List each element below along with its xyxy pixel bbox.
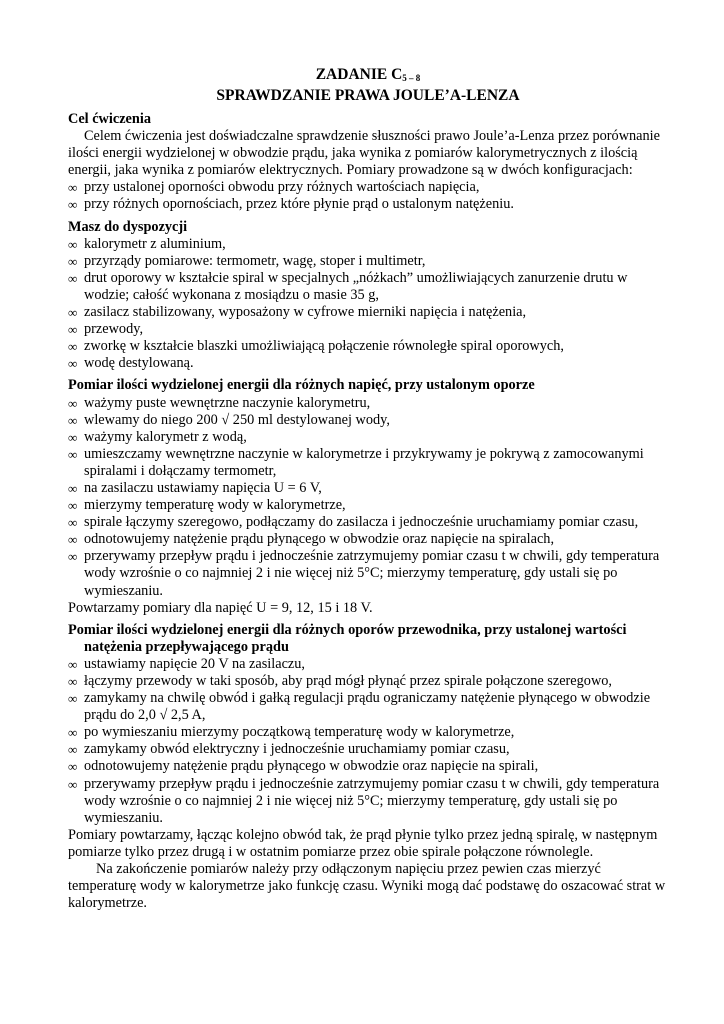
list-item (68, 196, 668, 213)
list-item-text: na zasilaczu ustawiamy napięcia U = 6 V, (84, 479, 322, 496)
list-item (68, 776, 668, 827)
voltage-measurement-heading: Pomiar ilości wydzielonej energii dla różnych napięć, przy ustalonym oporze (68, 377, 535, 394)
document-page (68, 66, 668, 912)
bullet-icon: ∞ (68, 270, 78, 286)
list-item (68, 270, 668, 304)
list-item (68, 480, 668, 497)
list-item-text: spirale łączymy szeregowo, podłączamy do zasilacza i jednocześnie uruchamiamy pomiar czasu, (84, 514, 639, 531)
list-item-text: ważymy kalorymetr z wodą, (84, 428, 247, 445)
list-item (68, 656, 668, 673)
materials-heading: Masz do dyspozycji (68, 218, 188, 235)
list-item (68, 758, 668, 775)
bullet-icon: ∞ (68, 395, 78, 411)
bullet-icon: ∞ (68, 674, 78, 689)
materials-list (68, 236, 668, 373)
bullet-icon: ∞ (68, 725, 78, 741)
bullet-icon: ∞ (68, 691, 78, 707)
list-item-text: ustawiamy napięcie 20 V na zasilaczu, (84, 655, 305, 672)
list-item (68, 179, 668, 196)
list-item (68, 446, 668, 480)
bullet-icon: ∞ (68, 656, 78, 672)
list-item-text: po wymieszaniu mierzymy początkową temperaturę wody w kalorymetrze, (84, 724, 515, 741)
list-item (68, 514, 668, 531)
list-item (68, 690, 668, 724)
list-item (68, 304, 668, 321)
list-item-text: przerywamy przepływ prądu i jednocześnie zatrzymujemy pomiar czasu t w chwili, gdy temperatura wody wzrośnie o co najmniej 2 i nie więcej niż 5°C; mierzymy temperaturę, gdy ustali się po wymieszaniu. (84, 775, 660, 826)
bullet-icon: ∞ (68, 305, 78, 321)
list-item (68, 531, 668, 548)
list-item-text: odnotowujemy natężenie prądu płynącego w obwodzie oraz napięcie na spiralach, (84, 531, 555, 548)
list-item (68, 338, 668, 355)
voltage-measurement-section (68, 377, 668, 616)
list-item-text: przerywamy przepływ prądu i jednocześnie zatrzymujemy pomiar czasu t w chwili, gdy temperatura wody wzrośnie o co najmniej 2 i nie więcej niż 5°C; mierzymy temperaturę, gdy ustali się po wymieszaniu. (84, 548, 660, 599)
goal-heading: Cel ćwiczenia (68, 111, 151, 127)
title-task-subscript: 5 – 8 (402, 73, 421, 83)
list-item (68, 724, 668, 741)
voltage-procedure-list (68, 395, 668, 600)
list-item-text: umieszczamy wewnętrzne naczynie w kalorymetrze i przykrywamy je pokrywą z zamocowanymi spiralami i dołączamy termometr, (84, 445, 644, 479)
list-item-text: zworkę w kształcie blaszki umożliwiającą połączenie równoległe spiral oporowych, (84, 338, 564, 355)
list-item-text: mierzymy temperaturę wody w kalorymetrze, (84, 497, 346, 514)
list-item (68, 673, 668, 690)
bullet-icon: ∞ (68, 356, 78, 372)
bullet-icon: ∞ (68, 549, 78, 565)
list-item-text: przy różnych opornościach, przez które płynie prąd o ustalonym natężeniu. (84, 196, 514, 213)
bullet-icon: ∞ (68, 515, 78, 531)
list-item-text: kalorymetr z aluminium, (84, 235, 226, 252)
list-item (68, 355, 668, 372)
list-item (68, 395, 668, 412)
bullet-icon: ∞ (68, 236, 78, 252)
list-item-text: drut oporowy w kształcie spiral w specjalnych „nóżkach” umożliwiających zanurzenie drutu w wodzie; całość wykonana z mosiądzu o masie 35 g, (84, 269, 628, 303)
final-note-text: Na zakończenie pomiarów należy przy odłączonym napięciu przez pewien czas mierzyć temperaturę wody w kalorymetrze jako funkcję czasu. Wyniki mogą dać podstawę do oszacować strat w kalorymetrze. (68, 861, 666, 912)
bullet-icon: ∞ (68, 446, 78, 462)
bullet-icon: ∞ (68, 429, 78, 445)
list-item-text: przyrządy pomiarowe: termometr, wagę, stoper i multimetr, (84, 252, 426, 269)
list-item-text: zamykamy obwód elektryczny i jednocześnie uruchamiamy pomiar czasu, (84, 741, 510, 758)
voltage-repeat-text: Powtarzamy pomiary dla napięć U = 9, 12, 15 i 18 V. (68, 599, 373, 616)
list-item-text: przewody, (84, 321, 144, 338)
title-line-2: SPRAWDZANIE PRAWA JOULE’A-LENZA (216, 87, 520, 104)
goal-list (68, 179, 668, 213)
bullet-icon: ∞ (68, 498, 78, 514)
bullet-icon: ∞ (68, 532, 78, 548)
goal-text: Celem ćwiczenia jest doświadczalne sprawdzenie słuszności prawo Joule’a-Lenza przez porównanie ilości energii wydzielonej w obwodzie prądu, jaka wynika z pomiarów kalorymetrycznych z ilością energii, jaka wynika z pomiarów elektrycznych. Pomiary prowadzone są w dwóch konfiguracjach: (68, 128, 660, 179)
resistance-measurement-section (68, 622, 668, 913)
resistance-measurement-heading: Pomiar ilości wydzielonej energii dla różnych oporów przewodnika, przy ustalonej wartości natężenia przepływającego prądu (68, 621, 627, 655)
list-item-text: ważymy puste wewnętrzne naczynie kalorymetru, (84, 394, 371, 411)
list-item (68, 236, 668, 253)
list-item (68, 321, 668, 338)
resistance-repeat-text: Pomiary powtarzamy, łącząc kolejno obwód tak, że prąd płynie tylko przez jedną spiralę, w następnym pomiarze tylko przez drugą i w ostatnim pomiarze przez obie spirale połączone równolegle. (68, 826, 658, 860)
bullet-icon: ∞ (68, 480, 78, 496)
bullet-icon: ∞ (68, 339, 78, 355)
materials-section (68, 219, 668, 373)
resistance-procedure-list (68, 656, 668, 827)
list-item (68, 253, 668, 270)
bullet-icon: ∞ (68, 742, 78, 758)
list-item (68, 429, 668, 446)
list-item-text: odnotowujemy natężenie prądu płynącego w obwodzie oraz napięcie na spirali, (84, 758, 539, 775)
list-item (68, 548, 668, 599)
list-item-text: przy ustalonej oporności obwodu przy różnych wartościach napięcia, (84, 179, 480, 196)
document-title (68, 66, 668, 105)
bullet-icon: ∞ (68, 412, 78, 428)
title-line-1 (68, 66, 668, 87)
goal-section (68, 111, 668, 214)
list-item-text: łączymy przewody w taki sposób, aby prąd mógł płynąć przez spirale połączone szeregowo, (84, 673, 613, 689)
list-item-text: zasilacz stabilizowany, wyposażony w cyfrowe mierniki napięcia i natężenia, (84, 304, 527, 321)
list-item-text: zamykamy na chwilę obwód i gałką regulacji prądu ograniczamy natężenie płynącego w obwodzie prądu do 2,0 √ 2,5 A, (84, 690, 651, 724)
bullet-icon: ∞ (68, 197, 78, 213)
bullet-icon: ∞ (68, 253, 78, 269)
list-item-text: wlewamy do niego 200 √ 250 ml destylowanej wody, (84, 411, 390, 428)
bullet-icon: ∞ (68, 759, 78, 775)
title-task-label: ZADANIE C (315, 66, 403, 83)
bullet-icon: ∞ (68, 776, 78, 792)
list-item-text: wodę destylowaną. (84, 355, 194, 372)
list-item (68, 412, 668, 429)
list-item (68, 741, 668, 758)
list-item (68, 497, 668, 514)
bullet-icon: ∞ (68, 322, 78, 338)
bullet-icon: ∞ (68, 180, 78, 196)
